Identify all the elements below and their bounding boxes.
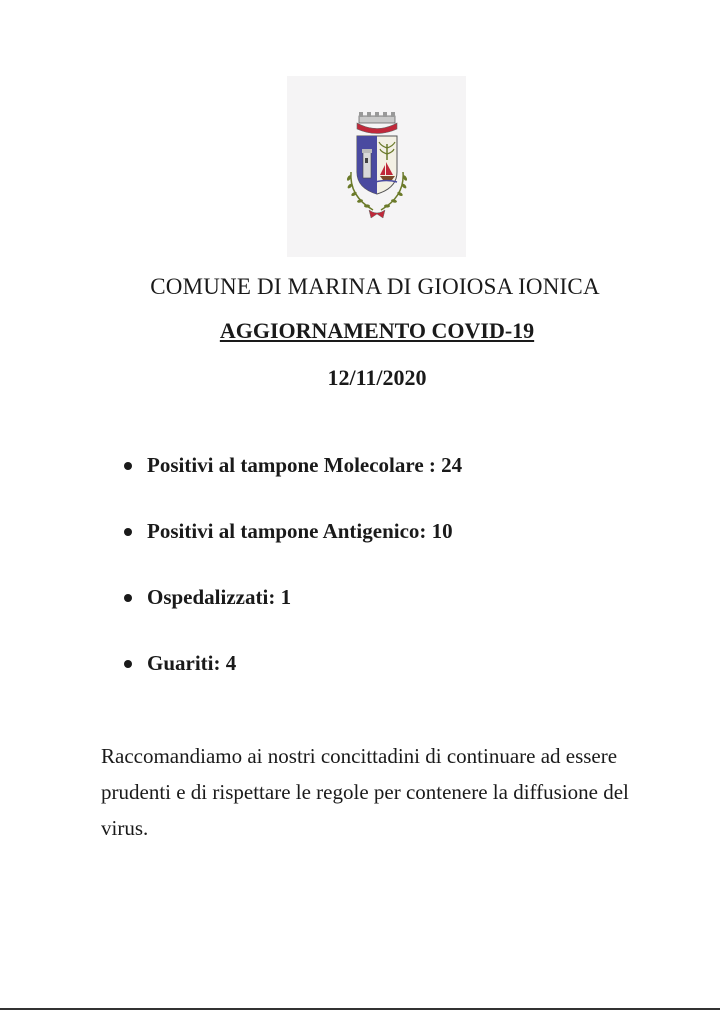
list-item <box>122 650 462 716</box>
update-heading: AGGIORNAMENTO COVID-19 <box>219 318 535 343</box>
bullet-icon <box>124 594 132 602</box>
advisory-message: Raccomandiamo ai nostri concittadini di continuare ad essere prudenti e di rispettare le regole per contenere la diffusione del virus. <box>101 744 629 840</box>
list-item <box>122 452 462 518</box>
crest-panel <box>287 76 466 257</box>
bullet-icon <box>124 462 132 470</box>
stat-antigen-positive: Positivi al tampone Antigenico: 10 <box>147 519 453 543</box>
municipal-coat-of-arms-icon <box>287 76 466 257</box>
update-date: 12/11/2020 <box>327 365 427 390</box>
stat-molecular-positive: Positivi al tampone Molecolare : 24 <box>147 453 463 477</box>
covid-stats-list <box>122 452 462 716</box>
list-item <box>122 584 462 650</box>
bullet-icon <box>124 660 132 668</box>
list-item <box>122 518 462 584</box>
municipality-title: COMUNE DI MARINA DI GIOIOSA IONICA <box>150 274 600 299</box>
bullet-icon <box>124 528 132 536</box>
stat-recovered: Guariti: 4 <box>147 651 237 675</box>
stat-hospitalized: Ospedalizzati: 1 <box>147 585 292 609</box>
